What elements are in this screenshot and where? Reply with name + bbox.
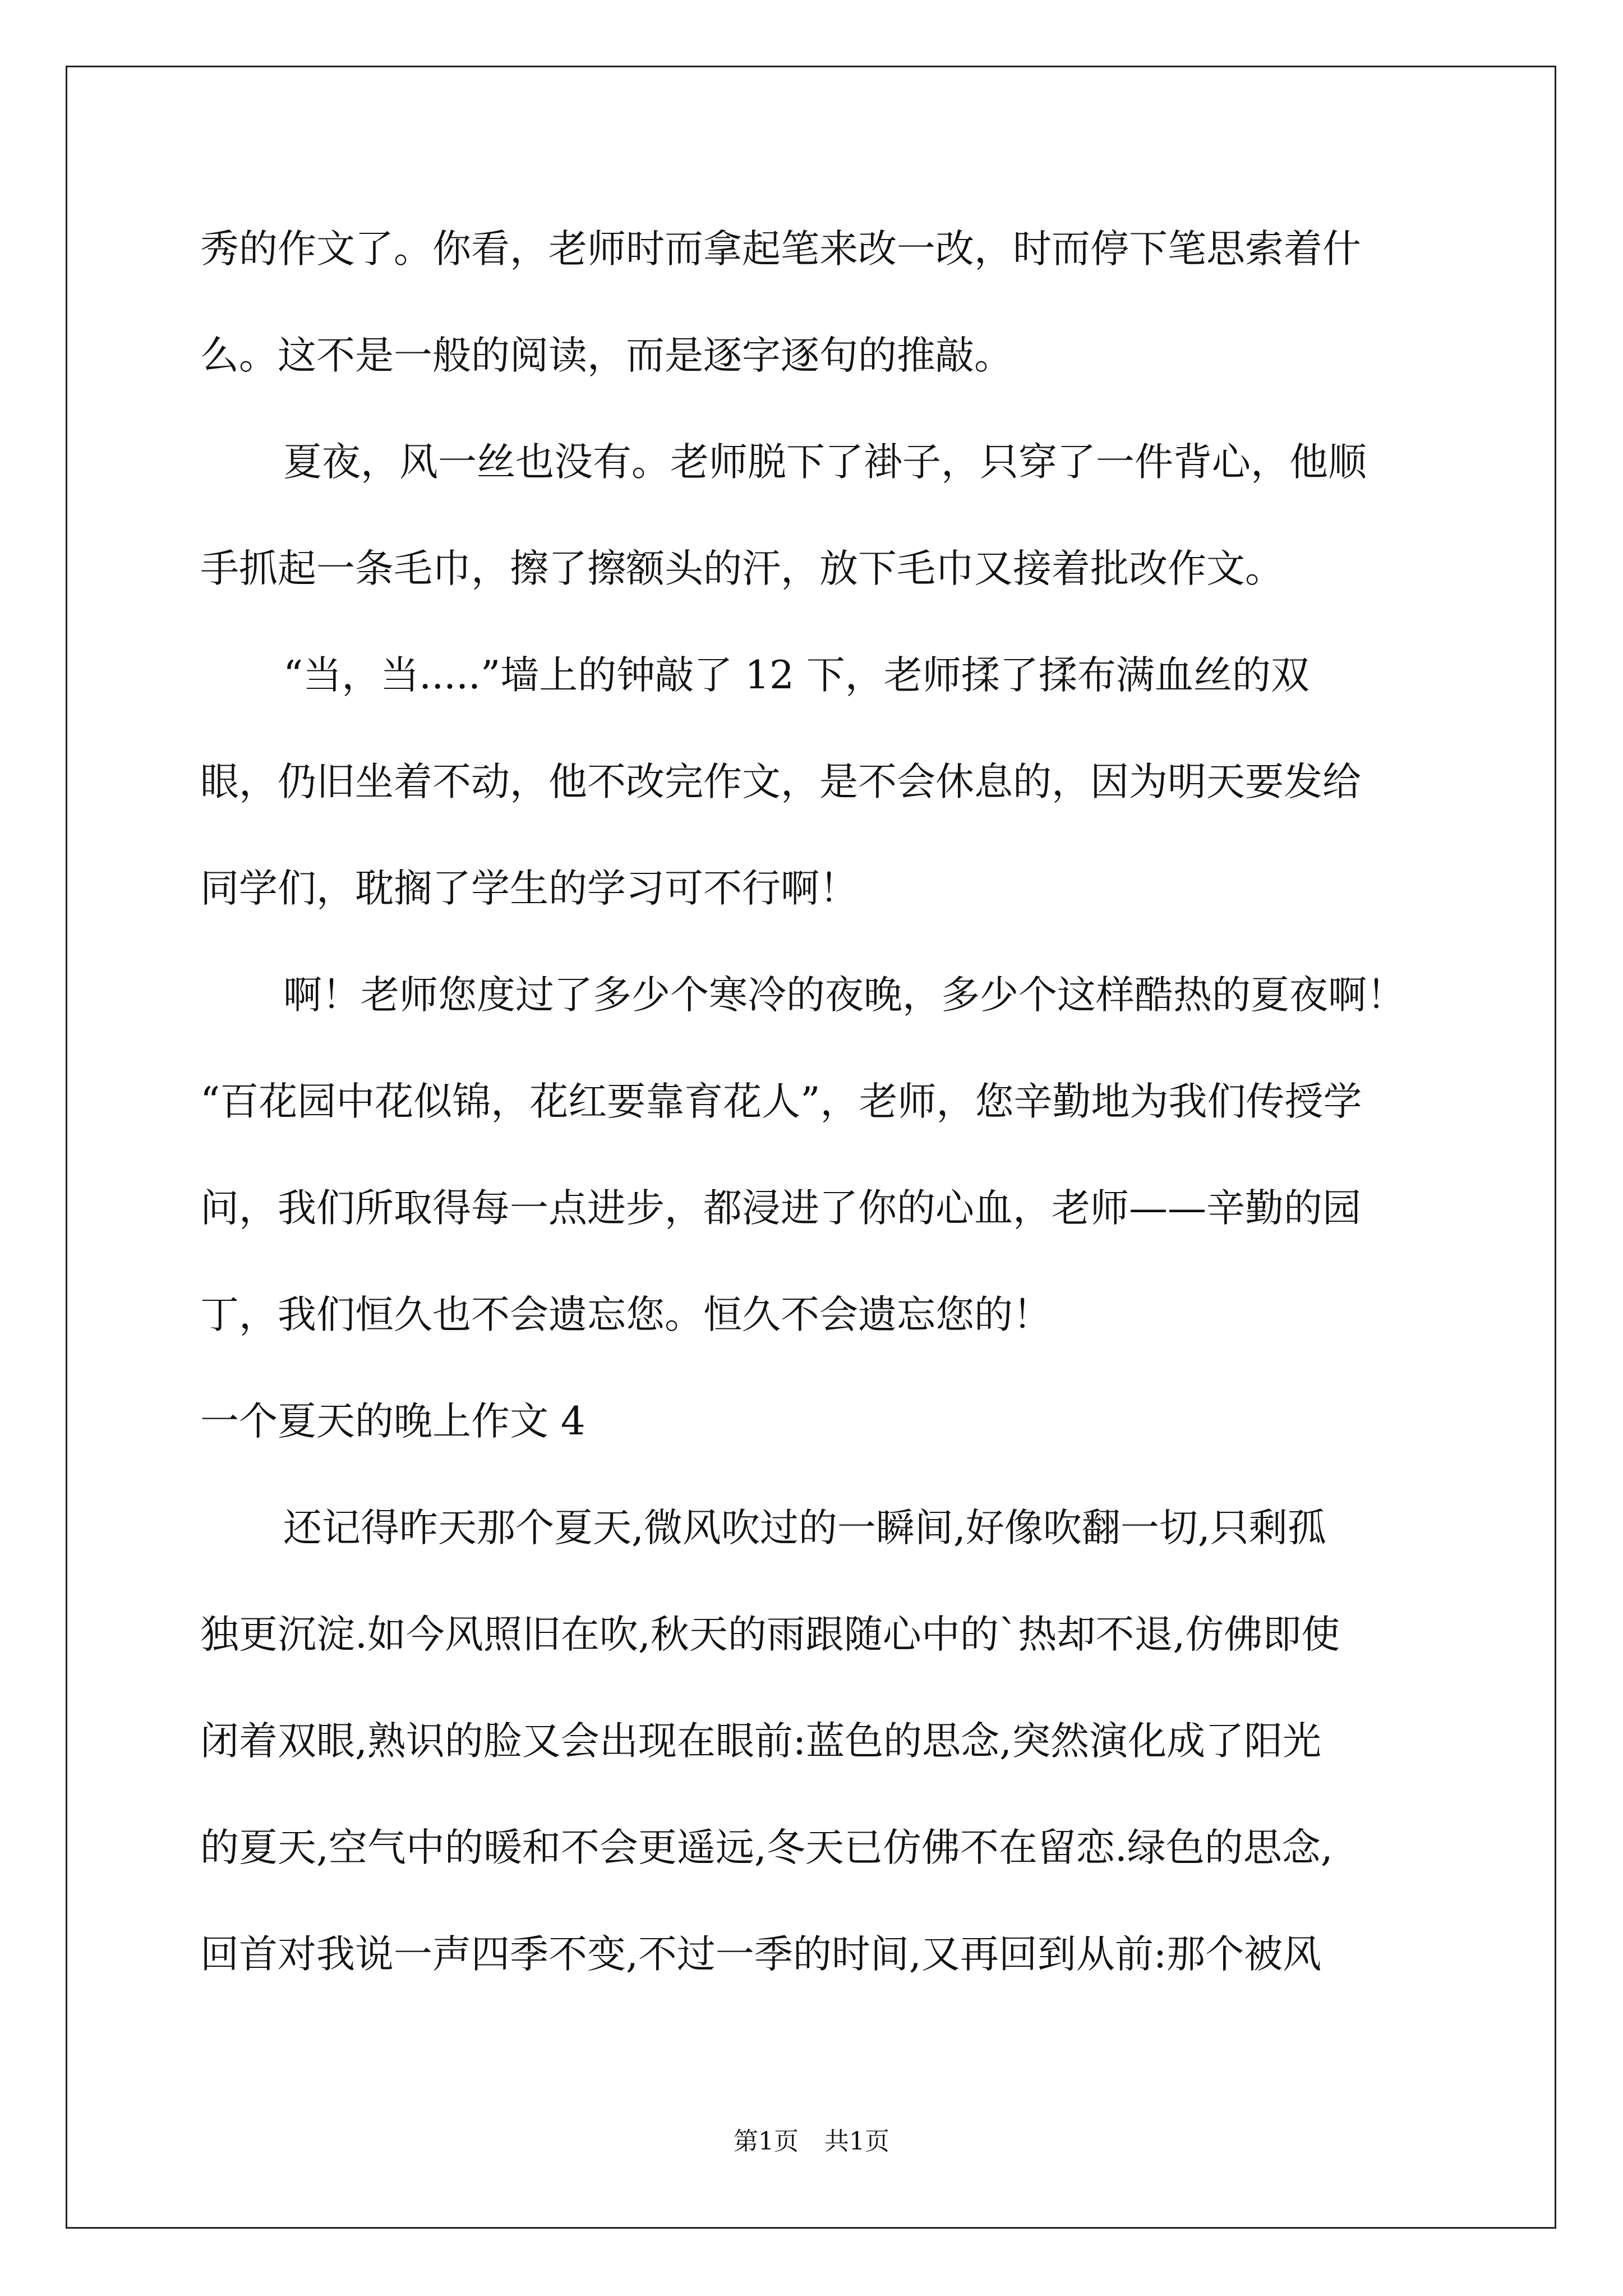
text-line: 的夏天,空气中的暖和不会更遥远,冬天已仿佛不在留恋.绿色的思念, <box>200 1825 1333 1870</box>
text-line: 回首对我说一声四季不变,不过一季的时间,又再回到从前:那个被风 <box>200 1932 1322 1977</box>
text-line: 么。这不是一般的阅读，而是逐字逐句的推敲。 <box>200 333 1013 378</box>
text-line: 夏夜，风一丝也没有。老师脱下了褂子，只穿了一件背心，他顺 <box>283 440 1367 485</box>
page-number: 第1页 <box>734 2127 799 2156</box>
text-line: “百花园中花似锦，花红要靠育花人”，老师，您辛勤地为我们传授学 <box>200 1079 1362 1124</box>
text-line: 丁，我们恒久也不会遗忘您。恒久不会遗忘您的！ <box>200 1292 1052 1337</box>
text-line: 秀的作文了。你看，老师时而拿起笔来改一改，时而停下笔思索着什 <box>200 227 1361 272</box>
text-line: 闭着双眼,熟识的脸又会出现在眼前:蓝色的思念,突然演化成了阳光 <box>200 1719 1322 1764</box>
section-heading: 一个夏天的晚上作文 4 <box>200 1399 585 1444</box>
text-line: 啊！老师您度过了多少个寒冷的夜晚，多少个这样酷热的夏夜啊！ <box>283 973 1405 1018</box>
text-line: 问，我们所取得每一点进步，都浸进了你的心血，老师——辛勤的园 <box>200 1186 1361 1231</box>
text-line: 手抓起一条毛巾，擦了擦额头的汗，放下毛巾又接着批改作文。 <box>200 546 1284 591</box>
document-body <box>200 219 1423 2031</box>
page-footer <box>0 2125 1623 2159</box>
text-line: 同学们，耽搁了学生的学习可不行啊！ <box>200 866 858 911</box>
text-line: “当，当.....”墙上的钟敲了 12 下，老师揉了揉布满血丝的双 <box>283 653 1310 698</box>
text-line: 还记得昨天那个夏天,微风吹过的一瞬间,好像吹翻一切,只剩孤 <box>283 1506 1326 1550</box>
text-line: 眼，仍旧坐着不动，他不改完作文，是不会休息的，因为明天要发给 <box>200 760 1361 804</box>
text-line: 独更沉淀.如今风照旧在吹,秋天的雨跟随心中的`热却不退,仿佛即使 <box>200 1612 1340 1657</box>
page-total: 共1页 <box>824 2127 889 2156</box>
